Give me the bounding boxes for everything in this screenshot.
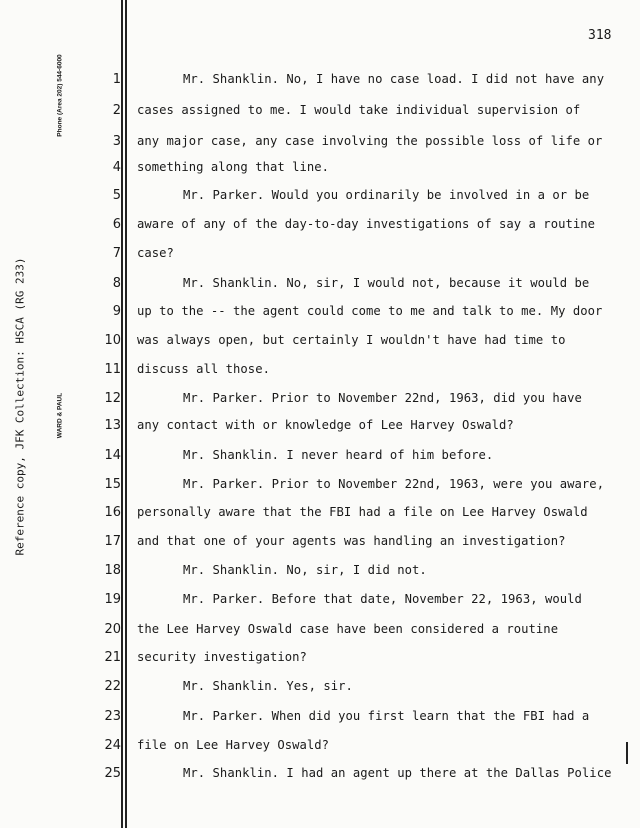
transcript-line — [0, 302, 640, 322]
transcript-line — [0, 186, 640, 206]
line-text: and that one of your agents was handling an investigation? — [137, 534, 566, 548]
line-number: 6 — [112, 217, 121, 232]
transcript-line — [0, 274, 640, 294]
line-text: file on Lee Harvey Oswald? — [137, 738, 330, 752]
line-number: 11 — [104, 362, 121, 377]
transcript-line — [0, 360, 640, 380]
transcript-line — [0, 764, 640, 784]
line-number: 19 — [104, 592, 121, 607]
transcript-line — [0, 532, 640, 552]
line-text: aware of any of the day-to-day investigations of say a routine — [137, 217, 596, 231]
transcript-line — [0, 736, 640, 756]
line-text: Mr. Shanklin. I had an agent up there at the Dallas Police — [183, 766, 612, 780]
line-number: 18 — [104, 563, 121, 578]
right-edge-mark — [626, 742, 628, 764]
line-number: 25 — [104, 766, 121, 781]
line-text: Mr. Parker. When did you first learn that the FBI had a — [183, 709, 590, 723]
line-number: 4 — [112, 160, 121, 175]
line-number: 8 — [112, 276, 121, 291]
line-number: 10 — [104, 333, 121, 348]
line-number: 16 — [104, 505, 121, 520]
line-text: security investigation? — [137, 650, 307, 664]
line-number: 3 — [112, 134, 121, 149]
line-text: Mr. Shanklin. No, sir, I would not, because it would be — [183, 276, 590, 290]
line-number: 2 — [112, 103, 121, 118]
transcript-line — [0, 132, 640, 152]
transcript-line — [0, 416, 640, 436]
transcript-line — [0, 446, 640, 466]
transcript-line — [0, 475, 640, 495]
line-text: the Lee Harvey Oswald case have been considered a routine — [137, 622, 559, 636]
margin-firm: WARD & PAUL — [56, 392, 64, 439]
line-text: cases assigned to me. I would take individual supervision of — [137, 103, 581, 117]
transcript-line — [0, 244, 640, 264]
transcript-line — [0, 677, 640, 697]
margin-reference: Reference copy, JFK Collection: HSCA (RG 233) — [13, 257, 27, 556]
line-text: up to the -- the agent could come to me and talk to me. My door — [137, 304, 603, 318]
line-text: discuss all those. — [137, 362, 270, 376]
transcript-line — [0, 707, 640, 727]
transcript-line — [0, 620, 640, 640]
line-text: any contact with or knowledge of Lee Harvey Oswald? — [137, 418, 514, 432]
margin-phone: Phone (Area 202) 544-6000 — [56, 54, 64, 137]
line-text: Mr. Parker. Before that date, November 22, 1963, would — [183, 592, 582, 606]
transcript-line — [0, 70, 640, 90]
line-text: case? — [137, 246, 174, 260]
line-number: 23 — [104, 709, 121, 724]
transcript-line — [0, 590, 640, 610]
line-number: 12 — [104, 391, 121, 406]
line-text: Mr. Parker. Prior to November 22nd, 1963, were you aware, — [183, 477, 605, 491]
line-number: 21 — [104, 650, 121, 665]
line-number: 15 — [104, 477, 121, 492]
line-number: 13 — [104, 418, 121, 433]
line-text: was always open, but certainly I wouldn't have had time to — [137, 333, 566, 347]
line-text: Mr. Shanklin. No, I have no case load. I did not have any — [183, 72, 605, 86]
line-number: 24 — [104, 738, 121, 753]
line-number: 1 — [112, 72, 121, 87]
line-text: Mr. Shanklin. No, sir, I did not. — [183, 563, 427, 577]
transcript-line — [0, 331, 640, 351]
line-text: Mr. Shanklin. Yes, sir. — [183, 679, 353, 693]
transcript-line — [0, 215, 640, 235]
page-number: 318 — [588, 28, 612, 43]
line-number: 5 — [112, 188, 121, 203]
line-number: 14 — [104, 448, 121, 463]
line-text: Mr. Parker. Would you ordinarily be involved in a or be — [183, 188, 590, 202]
line-number: 17 — [104, 534, 121, 549]
line-number: 22 — [104, 679, 121, 694]
line-text: personally aware that the FBI had a file on Lee Harvey Oswald — [137, 505, 588, 519]
line-text: any major case, any case involving the possible loss of life or — [137, 134, 603, 148]
line-number: 7 — [112, 246, 121, 261]
line-text: something along that line. — [137, 160, 330, 174]
transcript-line — [0, 389, 640, 409]
line-text: Mr. Shanklin. I never heard of him before. — [183, 448, 494, 462]
transcript-line — [0, 503, 640, 523]
line-number: 9 — [112, 304, 121, 319]
transcript-line — [0, 158, 640, 178]
line-number: 20 — [104, 622, 121, 637]
transcript-line — [0, 561, 640, 581]
transcript-line — [0, 101, 640, 121]
transcript-line — [0, 648, 640, 668]
line-text: Mr. Parker. Prior to November 22nd, 1963, did you have — [183, 391, 582, 405]
